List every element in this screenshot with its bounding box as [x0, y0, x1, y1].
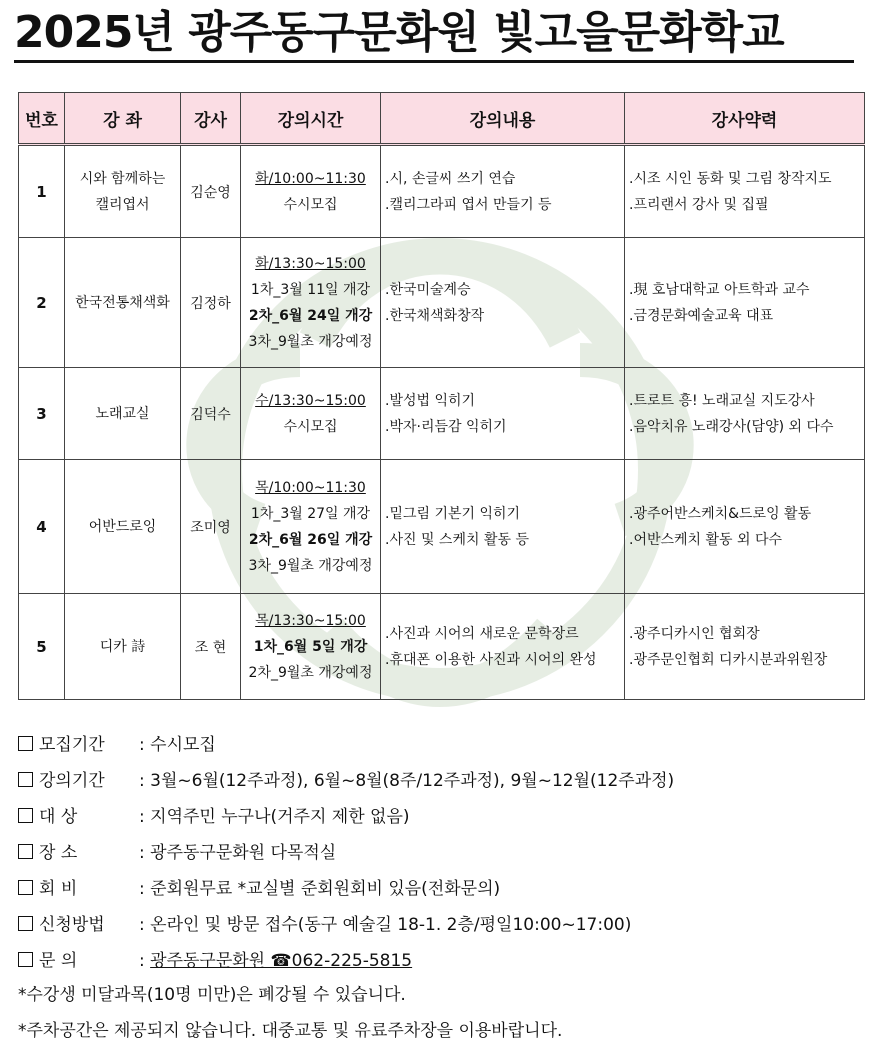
career-line: .광주디카시인 협회장	[629, 625, 760, 642]
content-cell	[381, 238, 625, 368]
page-title: 2025년 광주동구문화원 빛고을문화학교	[14, 7, 784, 58]
content-line: .휴대폰 이용한 사진과 시어의 완성	[385, 651, 597, 668]
content-line: .밑그림 기본기 익히기	[385, 505, 521, 522]
career-cell	[625, 460, 865, 594]
info-target: 대 상 : 지역주민 누구나(거주지 제한 없음)	[18, 799, 864, 835]
career-line: .음악치유 노래강사(담양) 외 다수	[629, 418, 834, 435]
schedule-cell	[241, 368, 381, 460]
career-line: .어반스케치 활동 외 다수	[629, 531, 783, 548]
info-contact: 문 의 : 광주동구문화원 ☎062-225-5815	[18, 943, 864, 979]
info-location: 장 소 : 광주동구문화원 다목적실	[18, 835, 864, 871]
info-label: 신청방법	[39, 915, 105, 935]
career-cell	[625, 594, 865, 700]
info-value: 온라인 및 방문 접수(동구 예술길 18-1. 2층/평일10:00~17:00)	[150, 915, 632, 935]
schedule-cell	[241, 594, 381, 700]
content-cell	[381, 460, 625, 594]
course-name-line: 노래교실	[95, 405, 150, 422]
course-name-line: 한국전통채색화	[75, 294, 170, 311]
checkbox-square-icon	[18, 772, 33, 787]
info-recruitment: 모집기간 : 수시모집	[18, 727, 864, 763]
schedule-line: 수시모집	[283, 196, 338, 213]
course-name	[65, 460, 181, 594]
schedule-cell	[241, 145, 381, 238]
checkbox-square-icon	[18, 880, 33, 895]
checkbox-square-icon	[18, 736, 33, 751]
career-line: .現 호남대학교 아트학과 교수	[629, 281, 810, 298]
course-name	[65, 368, 181, 460]
table-row	[19, 238, 865, 368]
schedule-time: 목/13:30~15:00	[255, 612, 366, 629]
schedule-line: 2차_9월초 개강예정	[248, 664, 373, 681]
table-row	[19, 368, 865, 460]
course-name	[65, 594, 181, 700]
content-cell	[381, 368, 625, 460]
info-label: 모집기간	[39, 735, 105, 755]
info-value: 3월~6월(12주과정), 6월~8월(8주/12주과정), 9월~12월(12주과정)	[150, 771, 675, 791]
career-cell	[625, 238, 865, 368]
course-name-line: 시와 함께하는	[79, 170, 166, 187]
career-line: .금경문화예술교육 대표	[629, 307, 774, 324]
info-application: 신청방법 : 온라인 및 방문 접수(동구 예술길 18-1. 2층/평일10:00~17:00)	[18, 907, 864, 943]
schedule-line: 수시모집	[283, 418, 338, 435]
schedule-time: 수/13:30~15:00	[255, 392, 366, 409]
course-name	[65, 145, 181, 238]
info-label: 회 비	[39, 879, 78, 899]
info-label: 장 소	[39, 843, 78, 863]
schedule-time: 목/10:00~11:30	[255, 479, 366, 496]
content-line: .발성법 익히기	[385, 392, 476, 409]
content-cell	[381, 594, 625, 700]
info-fee: 회 비 : 준회원무료 *교실별 준회원회비 있음(전화문의)	[18, 871, 864, 907]
note-parking: *주차공간은 제공되지 않습니다. 대중교통 및 유료주차장을 이용바랍니다.	[18, 1021, 563, 1041]
career-line: .트로트 흥! 노래교실 지도강사	[629, 392, 815, 409]
row-number: 4	[19, 460, 65, 594]
schedule-line: 1차_3월 27일 개강	[250, 505, 371, 522]
schedule-line: 2차_6월 24일 개강	[248, 307, 373, 324]
schedule-line: 1차_3월 11일 개강	[250, 281, 371, 298]
instructor-name: 김덕수	[181, 368, 241, 460]
schedule-line: 3차_9월초 개강예정	[248, 333, 373, 350]
instructor-name: 조미영	[181, 460, 241, 594]
course-name-line: 디카 詩	[99, 638, 146, 655]
row-number: 3	[19, 368, 65, 460]
instructor-name: 김순영	[181, 145, 241, 238]
info-value: 수시모집	[150, 735, 216, 755]
header-career: 강사약력	[625, 93, 865, 145]
course-name-line: 어반드로잉	[88, 518, 157, 535]
content-cell	[381, 145, 625, 238]
course-name	[65, 238, 181, 368]
header-number: 번호	[19, 93, 65, 145]
info-value: 광주동구문화원 다목적실	[150, 843, 337, 863]
header-schedule: 강의시간	[241, 93, 381, 145]
table-row	[19, 145, 865, 238]
course-table	[18, 92, 865, 700]
info-label: 대 상	[39, 807, 78, 827]
checkbox-square-icon	[18, 952, 33, 967]
content-line: .사진과 시어의 새로운 문학장르	[385, 625, 579, 642]
info-label: 문 의	[39, 951, 78, 971]
header-content: 강의내용	[381, 93, 625, 145]
content-line: .시, 손글씨 쓰기 연습	[385, 170, 516, 187]
table-header-row	[19, 93, 865, 145]
contact-phone[interactable]: 광주동구문화원 ☎062-225-5815	[150, 951, 413, 971]
career-cell	[625, 145, 865, 238]
header-course: 강 좌	[65, 93, 181, 145]
schedule-line: 1차_6월 5일 개강	[253, 638, 368, 655]
title-underline	[14, 60, 854, 63]
info-value: 준회원무료 *교실별 준회원회비 있음(전화문의)	[150, 879, 501, 899]
career-line: .광주문인협회 디카시분과위원장	[629, 651, 828, 668]
schedule-time: 화/13:30~15:00	[255, 255, 366, 272]
checkbox-square-icon	[18, 808, 33, 823]
table-row	[19, 594, 865, 700]
career-line: .시조 시인 동화 및 그림 창작지도	[629, 170, 832, 187]
info-value: 지역주민 누구나(거주지 제한 없음)	[150, 807, 410, 827]
career-line: .프리랜서 강사 및 집필	[629, 196, 769, 213]
info-list	[18, 727, 864, 979]
career-line: .광주어반스케치&드로잉 활동	[629, 505, 812, 522]
content-line: .박자·리듬감 익히기	[385, 418, 507, 435]
schedule-cell	[241, 238, 381, 368]
course-name-line: 캘리엽서	[95, 196, 150, 213]
checkbox-square-icon	[18, 844, 33, 859]
schedule-time: 화/10:00~11:30	[255, 170, 366, 187]
content-line: .사진 및 스케치 활동 등	[385, 531, 529, 548]
instructor-name: 김정하	[181, 238, 241, 368]
content-line: .한국미술계승	[385, 281, 471, 298]
note-cancellation: *수강생 미달과목(10명 미만)은 폐강될 수 있습니다.	[18, 985, 406, 1005]
schedule-cell	[241, 460, 381, 594]
table-row	[19, 460, 865, 594]
schedule-line: 2차_6월 26일 개강	[248, 531, 373, 548]
content-line: .캘리그라피 엽서 만들기 등	[385, 196, 552, 213]
info-label: 강의기간	[39, 771, 105, 791]
row-number: 1	[19, 145, 65, 238]
checkbox-square-icon	[18, 916, 33, 931]
header-instructor: 강사	[181, 93, 241, 145]
career-cell	[625, 368, 865, 460]
instructor-name: 조 현	[181, 594, 241, 700]
row-number: 2	[19, 238, 65, 368]
info-period: 강의기간 : 3월~6월(12주과정), 6월~8월(8주/12주과정), 9월~12월(12주과정)	[18, 763, 864, 799]
row-number: 5	[19, 594, 65, 700]
content-line: .한국채색화창작	[385, 307, 485, 324]
schedule-line: 3차_9월초 개강예정	[248, 557, 373, 574]
